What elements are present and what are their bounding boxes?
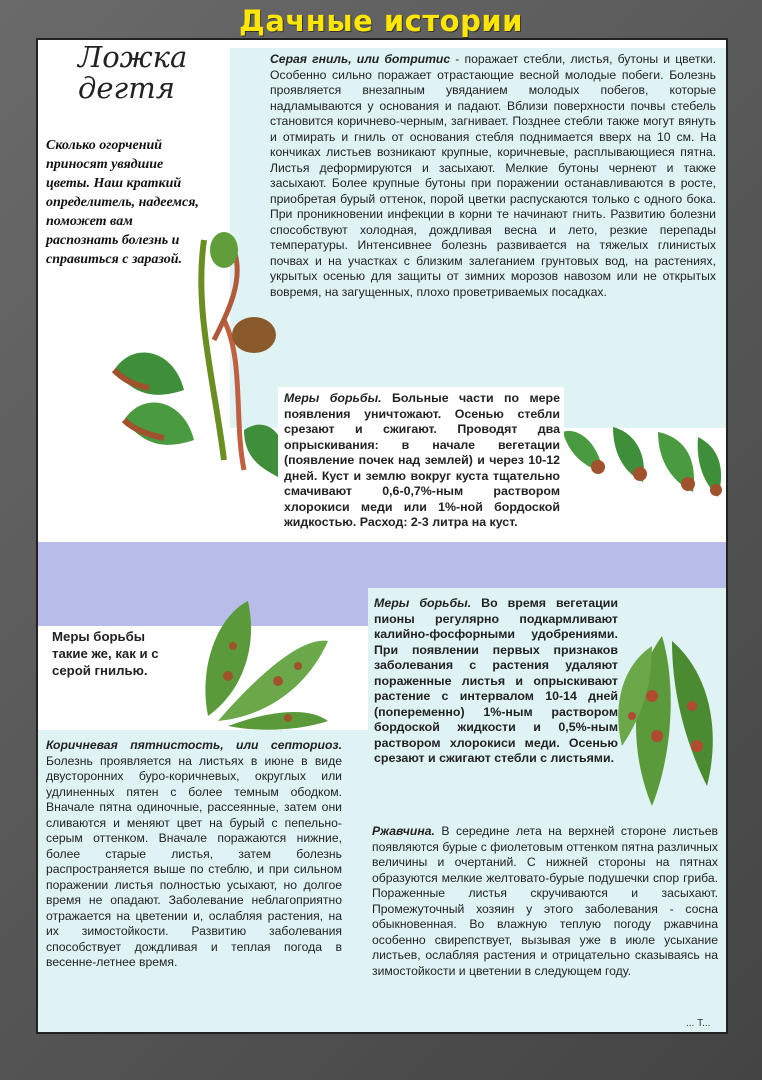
site-title: Дачные истории [239, 4, 523, 38]
measures-grey-rot [278, 387, 564, 535]
grey-rot-body: - поражает стебли, листья, бутоны и цветки. Особенно сильно поражает отрастающие весной молодые побеги. Болезнь проявляется внезапным увяданием молодых побегов, которые надламываются у основания и падают. Вблизи поверхности почвы стебель становится коричнево-черным, загнивает. Позднее стебли также могут вянуть и отмирать и гниль от основания стебля поднимается вверх на 10 см. На кончиках листьев возникают крупные, коричневые, расплывающиеся пятна. Листья деформируются и засыхают. Мелкие бутоны чернеют и также засыхают. Более крупные бутоны при поражении останавливаются в росте, приобретая бурый оттенок, порой цветки распускаются только с одного бока. При проникновении инфекции в корни те начинают гнить. Развитию болезни способствуют холодная, дождливая весна и лето, резкие перепады температуры. Интенсивнее болезнь развивается на тяжелых глинистых почвах и на участках с близким залеганием грунтовых вод, на растениях, укрытых осенью для защиты от зимних морозов навозом или не открытых вовремя, на загущенных, плохо проветриваемых посадках. [270, 52, 716, 299]
grey-rot-heading: Серая гниль, или ботритис [270, 52, 451, 66]
measures-1-body: Больные части по мере появления уничтожают. Осенью стебли срезают и сжигают. Проводят два опрыскивания: в начале вегетации (появление почек над землей) и через 10-12 дней. Куст и землю вокруг куста тщательно смачивают 0,6-0,7%-ным раствором хлорокиси меди или 1%-ной бордоской жидкостью. Расход: 2-3 литра на куст. [284, 391, 560, 529]
article-title: Ложка дегтя [78, 40, 188, 105]
brown-spot-heading: Коричневая пятнистость, или септориоз. [46, 738, 342, 752]
leaf-brown-spot-illustration [188, 596, 338, 732]
measures-rust [374, 596, 618, 767]
grey-rot-text [270, 52, 716, 300]
leaves-brown-tips-illustration [558, 422, 726, 522]
measures-2-body: Во время вегетации пионы регулярно подкармливают калийно-фосфорными удобрениями. При появлении первых признаков заболевания с растения удаляют пораженные листья и опрыскивают растение с интервалом 10-14 дней (попеременно) 1%-ным раствором бордоской жидкости и 0,5%-ным раствором хлорокиси меди. Осенью срезают и сжигают стебли с листьями. [374, 596, 618, 765]
leaves-rust-illustration [612, 626, 724, 816]
brown-spot-body: Болезнь проявляется на листьях в июне в виде двусторонних буро-коричневых, округлых или удлиненных пятен с более темным ободком. Вначале пятна одиночные, рассеянные, затем они сливаются и меняют цвет на бурый с пепельно-серым оттенком. Вначале поражаются нижние, более старые листья, затем болезнь распространяется выше по стеблю, и при сильном поражении листья полностью усыхают, но долгое время не опадают. Заболевание неблагоприятно отражается на цветении и, ослабляя растения, на их зимостойкости. Развитию заболевания способствует дождливая и теплая погода в весенне-летнее время. [46, 753, 342, 969]
measures-2-heading: Меры борьбы. [374, 596, 472, 610]
measures-brown-spot: Меры борьбы такие же, как и с серой гнилью. [52, 629, 159, 678]
article-intro: Сколько огорчений приносят увядшие цветы. Наш краткий определитель, надеемся, поможет вам распознать болезнь и справиться с заразой. [46, 138, 199, 267]
brown-spot-text [46, 738, 342, 971]
rust-text [372, 824, 718, 979]
rust-body: В середине лета на верхней стороне листьев появляются бурые с фиолетовым оттенком пятна различных величины и очертаний. С нижней стороны на пятнах образуются мелкие желтовато-бурые подушечки спор гриба. Пораженные листья скручиваются и засыхают. Промежуточный хозяин у этого заболевания - сосна обыкновенная. Во влажную теплую погоду ржавчина особенно свирепствует, вызывая уже в июле усыхание листьев, ослабляя растения и отрицательно сказываясь на зимостойкости и цветении в следующем году. [372, 824, 718, 978]
rust-heading: Ржавчина. [372, 824, 435, 838]
peony-grey-rot-illustration [94, 220, 294, 520]
magazine-page [38, 40, 726, 1032]
footer-fragment: ... Т... [686, 1018, 711, 1029]
measures-1-heading: Меры борьбы. [284, 391, 382, 405]
